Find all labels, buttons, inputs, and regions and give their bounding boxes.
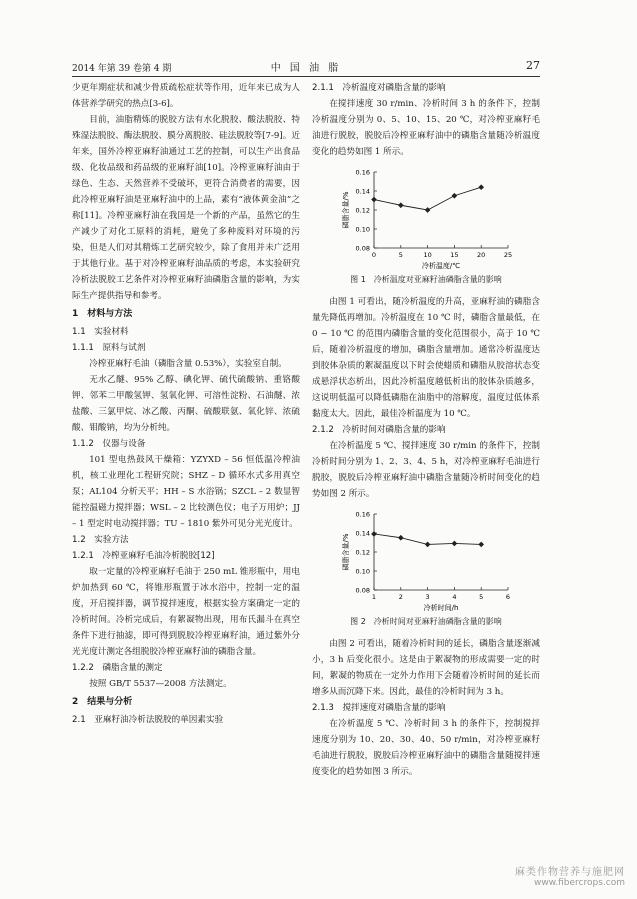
reagents-paragraph: 无水乙醚、95% 乙醇、碘化钾、硫代硫酸钠、重铬酸钾、邻苯二甲酸氢钾、氢氧化钾、可溶性淀粉、石油醚、浓盐酸、三氯甲烷、冰乙酸、丙酮、硫酸联氨、氧化锌、浓硫酸、钼酸钠，均为分析纯。 bbox=[72, 375, 300, 433]
x-tick-label: 6 bbox=[505, 593, 511, 601]
data-point bbox=[425, 542, 431, 548]
y-tick-label: 0.14 bbox=[355, 187, 370, 196]
right-column bbox=[312, 80, 540, 780]
y-axis-label: 磷脂含量/% bbox=[342, 191, 350, 229]
data-point bbox=[452, 541, 458, 547]
x-tick-label: 20 bbox=[477, 251, 486, 259]
section-1-2-1-heading: 1.2.1 冷榨亚麻籽毛油冷析脱胶[12] bbox=[72, 551, 215, 561]
time-setup-paragraph: 在冷析温度 5 ℃、搅拌速度 30 r/min 的条件下，控制冷析时间分别为 1、2、3、4、5 h，对冷榨亚麻籽毛油进行脱胶，脱胶后冷榨亚麻籽油中磷脂含量随冷析时间变化的趋势如图 2 所示。 bbox=[312, 441, 540, 499]
series-line bbox=[374, 187, 481, 210]
section-2-1-3-heading: 2.1.3 搅拌速度对磷脂含量的影响 bbox=[312, 703, 446, 713]
journal-name: 中 国 油 脂 bbox=[270, 63, 342, 74]
intro-paragraph-2: 目前，油脂精炼的脱胶方法有水化脱胶、酸法脱胶、特殊湿法脱胶、酶法脱胶、膜分离脱胶、硅法脱胶等[7-9]。近年来，国外冷榨亚麻籽油通过工艺的控制，可以生产出食品级、化妆品级和药品级的亚麻籽油[10]。冷榨亚麻籽油由于绿色、生态、天然营养不受破坏，更符合消费者的需要，因此冷榨亚麻籽油是亚麻籽油中的上品，素有“液体黄金油”之称[11]。冷榨亚麻籽油在我国是一个新的产品，虽然它的生产减少了对化工原料的消耗，避免了多种废料对环境的污染，但是人们对其精炼工艺研究较少，除了食用并未广泛用于其他行业。基于对冷榨亚麻籽油品质的考虑，本实验研究冷析法脱胶工艺条件对冷榨亚麻籽油磷脂含量的影响，为实际生产提供指导和参考。 bbox=[72, 115, 300, 301]
temperature-setup-paragraph: 在搅拌速度 30 r/min、冷析时间 3 h 的条件下，控制冷析温度分别为 0、5、10、15、20 ℃，对冷榨亚麻籽毛油进行脱胶，脱胶后冷榨亚麻籽油中的磷脂含量随冷析温度变化的趋势如图 1 所示。 bbox=[312, 99, 540, 157]
x-axis-label: 冷析温度/℃ bbox=[421, 262, 461, 270]
y-tick-label: 0.10 bbox=[355, 567, 370, 576]
data-point bbox=[371, 531, 377, 537]
x-tick-label: 15 bbox=[450, 251, 459, 259]
x-tick-label: 25 bbox=[503, 251, 513, 259]
y-tick-label: 0.08 bbox=[355, 586, 370, 595]
x-tick-label: 2 bbox=[398, 593, 403, 601]
x-tick-label: 1 bbox=[371, 593, 377, 601]
figure-1-caption: 图 1 冷析温度对亚麻籽油磷脂含量的影响 bbox=[350, 275, 502, 284]
data-point bbox=[398, 202, 404, 208]
x-tick-label: 5 bbox=[479, 593, 484, 601]
y-axis-label: 磷脂含量/% bbox=[342, 533, 350, 571]
data-point bbox=[398, 535, 404, 541]
raw-material-paragraph: 冷榨亚麻籽毛油（磷脂含量 0.53%），实验室自制。 bbox=[89, 359, 287, 369]
header-rule bbox=[72, 76, 540, 77]
section-1-1-2-heading: 1.1.2 仪器与设备 bbox=[72, 439, 146, 449]
section-1-1-heading: 1.1 实验材料 bbox=[72, 327, 129, 337]
x-tick-label: 0 bbox=[371, 251, 377, 259]
x-tick-label: 3 bbox=[425, 593, 430, 601]
section-2-1-heading: 2.1 亚麻籽油冷析法脱胶的单因素实验 bbox=[72, 715, 224, 725]
page-number: 27 bbox=[526, 59, 540, 72]
y-tick-label: 0.12 bbox=[355, 206, 370, 215]
data-point bbox=[478, 184, 484, 190]
figure-2 bbox=[312, 506, 540, 614]
issue-info: 2014 年第 39 卷第 4 期 bbox=[72, 64, 172, 74]
section-2-heading: 2 结果与分析 bbox=[72, 697, 133, 707]
data-point bbox=[425, 207, 431, 213]
x-axis-label: 冷析时间/h bbox=[423, 604, 459, 612]
x-tick-label: 5 bbox=[398, 251, 403, 259]
watermark-title: 麻类作物营养与施肥网 bbox=[515, 867, 625, 878]
y-tick-label: 0.10 bbox=[355, 225, 370, 234]
phospholipid-method-paragraph: 按照 GB/T 5537—2008 方法测定。 bbox=[89, 679, 232, 689]
y-tick-label: 0.08 bbox=[355, 244, 370, 253]
x-tick-label: 10 bbox=[423, 251, 432, 259]
running-header bbox=[72, 59, 540, 75]
intro-paragraph-1: 少更年期症状和减少骨质疏松症状等作用，近年来已成为人体营养学研究的热点[3-6]。 bbox=[72, 83, 300, 109]
figure-1-chart bbox=[312, 164, 540, 272]
data-point bbox=[452, 193, 458, 199]
equipment-paragraph: 101 型电热鼓风干燥箱：YZYXD – 56 恒低温冷榨油机，核工业理化工程研究院；SHZ – D 循环水式多用真空泵；AL104 分析天平；HH – S 水浴锅；SZCL – 2 数显智能控温磁力搅拌器；WSL – 2 比较测色仪；电子万用炉；JJ – 1 型定时电动搅拌器；TU – 1810 紫外可见分光光度计。 bbox=[72, 455, 300, 529]
figure-2-chart bbox=[312, 506, 540, 614]
data-point bbox=[478, 542, 484, 548]
figure-2-caption: 图 2 冷析时间对亚麻籽油磷脂含量的影响 bbox=[350, 617, 502, 626]
section-2-1-1-heading: 2.1.1 冷析温度对磷脂含量的影响 bbox=[312, 83, 446, 93]
section-1-2-2-heading: 1.2.2 磷脂含量的测定 bbox=[72, 663, 163, 673]
watermark-url: www.fibercrops.com bbox=[534, 878, 625, 888]
x-tick-label: 4 bbox=[452, 593, 457, 601]
watermark bbox=[515, 867, 625, 889]
section-1-heading: 1 材料与方法 bbox=[72, 309, 133, 319]
data-point bbox=[371, 197, 377, 203]
speed-setup-paragraph: 在冷析温度 5 ℃、冷析时间 3 h 的条件下，控制搅拌速度分别为 10、20、30、40、50 r/min，对冷榨亚麻籽毛油进行脱胶，脱胶后冷榨亚麻籽油中的磷脂含量随搅拌速度变化的趋势如图 3 所示。 bbox=[312, 719, 540, 777]
section-2-1-2-heading: 2.1.2 冷析时间对磷脂含量的影响 bbox=[312, 425, 446, 435]
y-tick-label: 0.14 bbox=[355, 529, 370, 538]
y-tick-label: 0.12 bbox=[355, 548, 370, 557]
section-1-2-heading: 1.2 实验方法 bbox=[72, 535, 129, 545]
left-column bbox=[72, 80, 300, 728]
temperature-discussion-paragraph: 由图 1 可看出，随冷析温度的升高，亚麻籽油的磷脂含量先降低再增加。冷析温度在 10 ℃ 时，磷脂含量最低，在 0 ~ 10 ℃ 的范围内磷脂含量的变化范围很小，高于 10 ℃ 后，随着冷析温度的增加，磷脂含量增加。通常冷析温度达到胶体杂质的絮凝温度以下时会使蜡质和磷脂从胶溶状态变成悬浮状态析出，因此冷析温度越低析出的胶体杂质越多，这说明低温可以降低磷脂在油脂中的溶解度，温度过低体系黏度太大。因此，最佳冷析温度为 10 ℃。 bbox=[312, 297, 540, 419]
section-1-1-1-heading: 1.1.1 原料与试剂 bbox=[72, 343, 146, 353]
y-tick-label: 0.16 bbox=[355, 168, 370, 177]
time-discussion-paragraph: 由图 2 可看出，随着冷析时间的延长，磷脂含量逐渐减小，3 h 后变化很小。这是由于絮凝物的形成需要一定的时间，絮凝的物质在一定外力作用下会随着冷析时间的延长而增多从而沉降下来。因此，最佳的冷析时间为 3 h。 bbox=[312, 639, 540, 697]
method-paragraph: 取一定量的冷榨亚麻籽毛油于 250 mL 锥形瓶中，用电炉加热到 60 ℃，将锥形瓶置于冰水浴中，控制一定的温度，开启搅拌器，调节搅拌速度，根据实验方案确定一定的冷析时间。冷析完成后，有絮凝物出现，用布氏漏斗在真空条件下进行抽滤，即可得到脱胶冷榨亚麻籽油，通过紫外分光光度计测定各组脱胶冷榨亚麻籽油的磷脂含量。 bbox=[72, 567, 300, 657]
y-tick-label: 0.16 bbox=[355, 510, 370, 519]
figure-1 bbox=[312, 164, 540, 272]
